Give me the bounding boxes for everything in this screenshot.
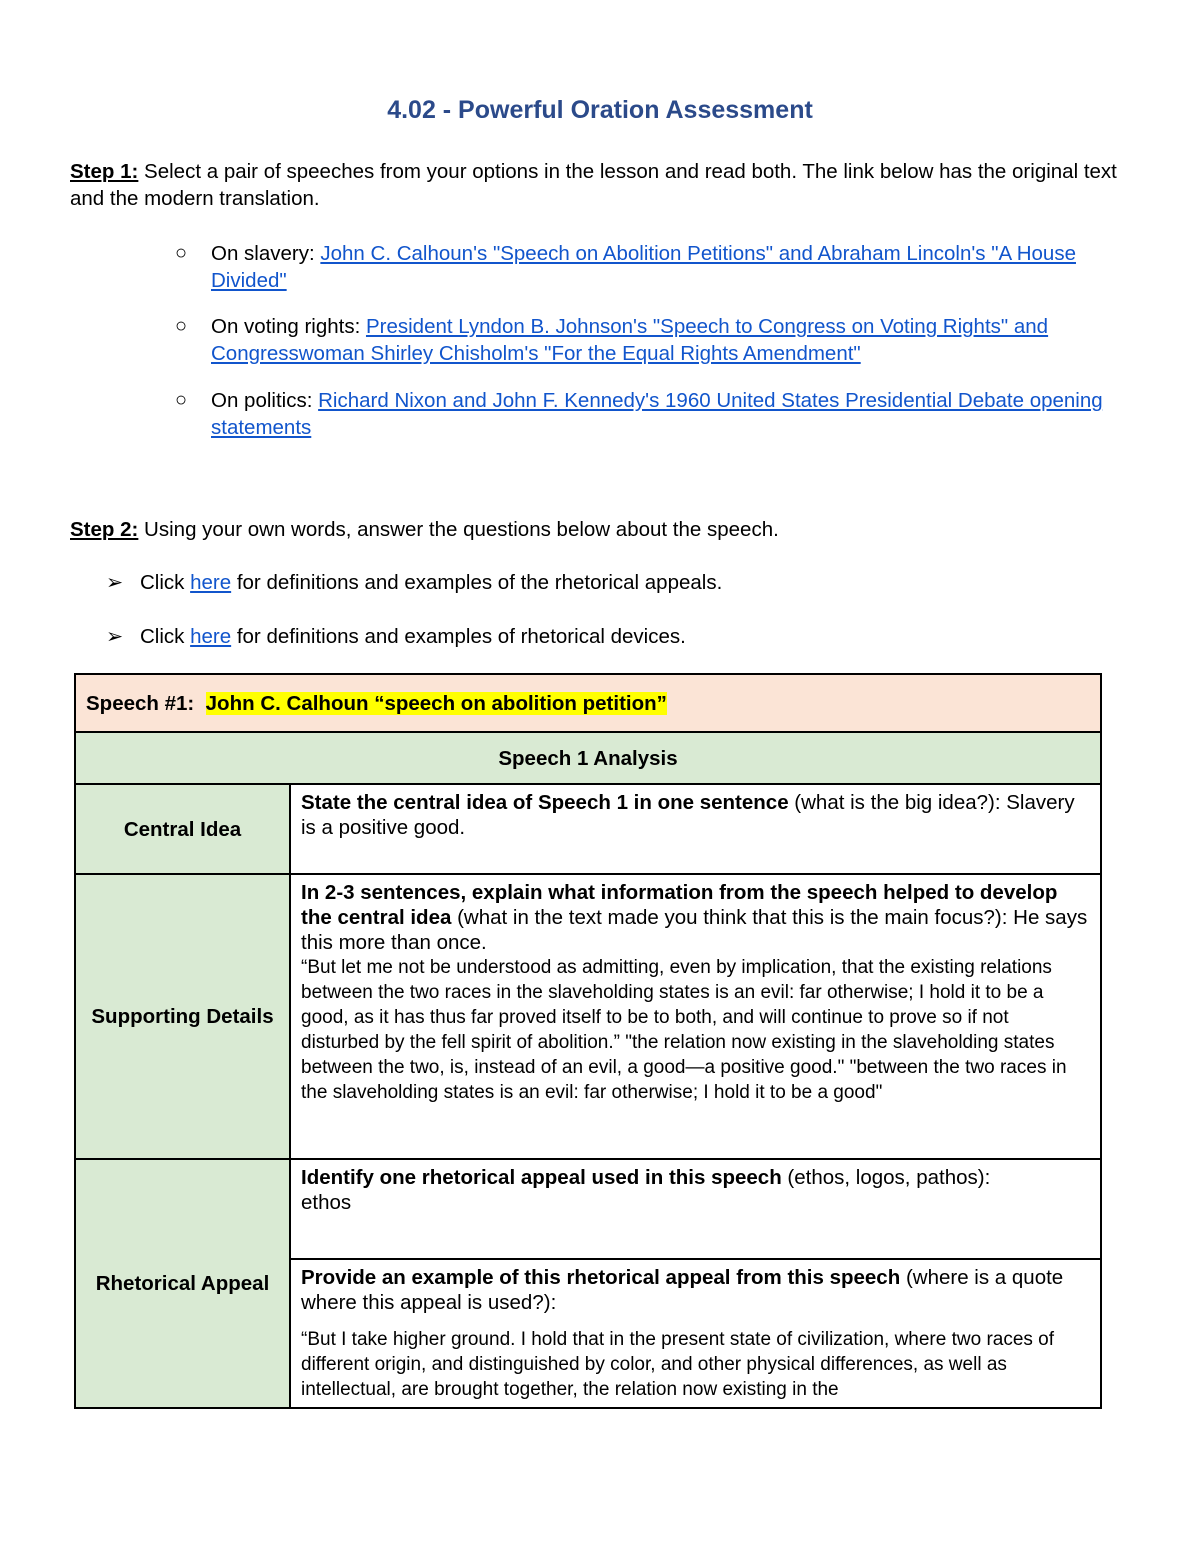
rhetorical-appeal-example[interactable]: [290, 1259, 1101, 1408]
devices-click-item: [106, 623, 1106, 650]
option-prefix: On slavery:: [211, 242, 321, 265]
option-voting-rights: [175, 313, 1151, 367]
circle-bullet-icon: ○: [175, 389, 188, 411]
example-appeal-quote: “But I take higher ground. I hold that in the present state of civilization, where two races of different origin, and distinguished by color, and other physical differences, as well as intellectual, are brought together, the relation now existing in the: [301, 1329, 1055, 1400]
supporting-details-row: [75, 874, 1101, 1159]
appeals-click-item: [106, 569, 1106, 596]
page-title: 4.02 - Powerful Oration Assessment: [387, 96, 813, 124]
supporting-details-quote: “But let me not be understood as admitting, even by implication, that the existing relations between the two races in the slaveholding states is an evil: far otherwise; I hold it to be a good, as it has thus far proved itself to be to both, and will continue to prove so if not disturbed by the fell spirit of abolition.” "the relation now existing in the slaveholding states between the two, is, instead of an evil, a good—a positive good." "between the two races in the slaveholding states is an evil: far otherwise; I hold it to be a good": [301, 957, 1067, 1103]
rhetorical-appeal-label: Rhetorical Appeal: [75, 1159, 290, 1408]
central-idea-prompt: State the central idea of Speech 1 in one sentence: [301, 791, 789, 814]
central-idea-response: (what is the big idea?): Slavery is a positive good.: [301, 791, 1075, 839]
click-before: Click: [140, 625, 191, 648]
analysis-header: Speech 1 Analysis: [75, 732, 1101, 784]
speech-name: John C. Calhoun “speech on abolition petition”: [205, 691, 667, 715]
devices-here-link[interactable]: here: [190, 625, 232, 648]
option-politics-link[interactable]: Richard Nixon and John F. Kennedy's 1960 United States Presidential Debate opening statements: [211, 389, 1103, 439]
spacer: [301, 1315, 1090, 1327]
analysis-header-row: [75, 732, 1101, 784]
step2-label: Step 2:: [70, 518, 139, 541]
identify-appeal-hint: (ethos, logos, pathos):: [781, 1166, 991, 1189]
circle-bullet-icon: ○: [175, 242, 188, 264]
click-after: for definitions and examples of the rhetorical appeals.: [231, 571, 723, 594]
circle-bullet-icon: ○: [175, 315, 188, 337]
supporting-details-response: (what in the text made you think that this is the main focus?): He says this more than once.: [301, 906, 1088, 954]
arrow-bullet-icon: ➢: [106, 571, 124, 594]
option-slavery-link[interactable]: John C. Calhoun's "Speech on Abolition Petitions" and Abraham Lincoln's "A House Divided": [211, 242, 1076, 292]
option-slavery: [175, 240, 1151, 294]
supporting-details-prompt: In 2-3 sentences, explain what information from the speech helped to develop the central idea: [301, 881, 1058, 929]
supporting-details-label: Supporting Details: [75, 874, 290, 1159]
step2-paragraph: [70, 516, 1130, 543]
central-idea-answer[interactable]: [290, 784, 1101, 874]
central-idea-label: Central Idea: [75, 784, 290, 874]
option-prefix: On politics:: [211, 389, 319, 412]
step1-text: Select a pair of speeches from your options in the lesson and read both. The link below has the original text and the modern translation.: [70, 160, 1117, 210]
speech-analysis-table: [74, 673, 1102, 1409]
example-appeal-hint: (where is a quote where this appeal is used?):: [301, 1266, 1064, 1314]
arrow-bullet-icon: ➢: [106, 625, 124, 648]
option-voting-rights-link[interactable]: President Lyndon B. Johnson's "Speech to Congress on Voting Rights" and Congresswoman Shirley Chisholm's "For the Equal Rights Amendment": [211, 315, 1049, 365]
appeals-here-link[interactable]: here: [190, 571, 232, 594]
option-prefix: On voting rights:: [211, 315, 366, 338]
step1-label: Step 1:: [70, 160, 139, 183]
identify-appeal-answer: ethos: [301, 1191, 352, 1214]
click-after: for definitions and examples of rhetorical devices.: [231, 625, 686, 648]
central-idea-row: [75, 784, 1101, 874]
speech-title-row: [75, 674, 1101, 732]
rhetorical-appeal-identify[interactable]: [290, 1159, 1101, 1259]
example-appeal-prompt: Provide an example of this rhetorical appeal from this speech: [301, 1266, 901, 1289]
speech-title-cell: [75, 674, 1101, 732]
step1-paragraph: [70, 158, 1130, 212]
speech-label: Speech #1:: [86, 691, 195, 715]
rhetorical-appeal-identify-row: [75, 1159, 1101, 1259]
option-politics: [175, 387, 1151, 441]
identify-appeal-prompt: Identify one rhetorical appeal used in this speech: [301, 1166, 782, 1189]
supporting-details-answer[interactable]: [290, 874, 1101, 1159]
step2-text: Using your own words, answer the questions below about the speech.: [138, 518, 779, 541]
click-before: Click: [140, 571, 191, 594]
